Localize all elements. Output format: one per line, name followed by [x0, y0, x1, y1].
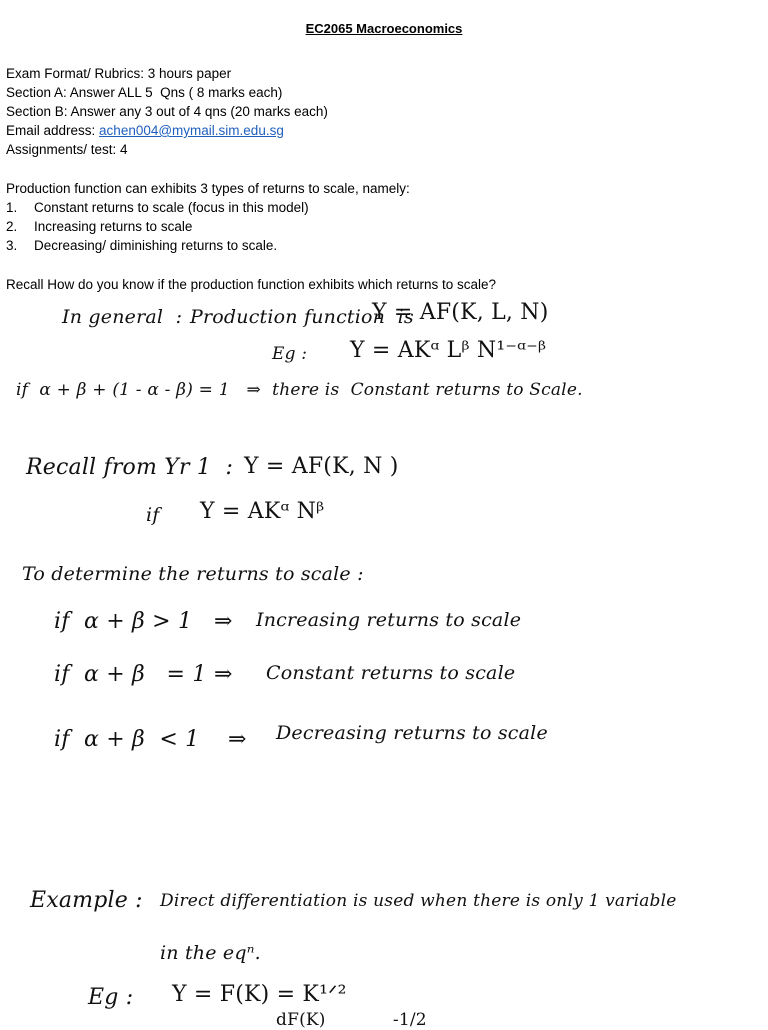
list-item: [6, 217, 410, 236]
returns-intro: Production function can exhibits 3 types of returns to scale, namely:: [6, 181, 410, 196]
hw-rule-arrow: ⇒: [214, 609, 233, 634]
exam-info: [6, 64, 328, 159]
hw-rule-result: Increasing returns to scale: [256, 609, 522, 631]
hw-eg1-label: Eg :: [272, 344, 308, 364]
email-link[interactable]: achen004@mymail.sim.edu.sg: [99, 123, 284, 138]
recall-question: Recall How do you know if the production function exhibits which returns to scale?: [6, 277, 497, 292]
list-number: 1.: [6, 200, 18, 215]
hw-rule-result: Constant returns to scale: [266, 662, 516, 684]
hw-eg2-label: Eg :: [88, 985, 134, 1010]
hw-condition-line: if α + β + (1 - α - β) = 1 ⇒ there is Constant returns to Scale.: [16, 380, 583, 400]
hw-eg1-eq: Y = AKᵅ Lᵝ N¹⁻ᵅ⁻ᵝ: [350, 338, 547, 363]
hw-example-text1: Direct differentiation is used when there is only 1 variable: [160, 891, 677, 911]
hw-general-label: In general :: [62, 306, 183, 328]
hw-eg2-partial: dF(K) -1/2: [276, 1010, 427, 1030]
list-text: Increasing returns to scale: [34, 219, 193, 234]
hw-rule-cond: if α + β < 1: [54, 727, 200, 752]
hw-recall-if: if: [146, 504, 160, 526]
list-text: Decreasing/ diminishing returns to scale.: [34, 238, 278, 253]
hw-general-text: Production function is: [190, 306, 414, 328]
hw-rule-cond: if α + β = 1: [54, 662, 207, 687]
hw-example-text2: in the eqⁿ.: [160, 942, 261, 964]
section-a-line: Section A: Answer ALL 5 Qns ( 8 marks each): [6, 85, 283, 100]
hw-rule-cond: if α + β > 1: [54, 609, 193, 634]
hw-general-eq: Y = AF(K, L, N): [372, 300, 549, 325]
list-item: [6, 236, 410, 255]
list-number: 2.: [6, 219, 18, 234]
email-label: Email address:: [6, 123, 100, 138]
hw-determine-label: To determine the returns to scale :: [22, 563, 364, 585]
exam-format-line: Exam Format/ Rubrics: 3 hours paper: [6, 66, 232, 81]
hw-rule-result: Decreasing returns to scale: [276, 722, 548, 744]
hw-example-label: Example :: [30, 888, 143, 913]
document-title: EC2065 Macroeconomics: [305, 21, 463, 36]
returns-section: [6, 179, 410, 255]
list-item: [6, 198, 410, 217]
list-text: Constant returns to scale (focus in this model): [34, 200, 309, 215]
hw-recall-label: Recall from Yr 1 :: [26, 455, 234, 480]
hw-eg2-eq: Y = F(K) = K¹ᐟ²: [172, 982, 347, 1007]
section-b-line: Section B: Answer any 3 out of 4 qns (20 marks each): [6, 104, 328, 119]
assignments-line: Assignments/ test: 4: [6, 142, 128, 157]
hw-recall-eq: Y = AF(K, N ): [244, 454, 399, 479]
hw-rule-arrow: ⇒: [214, 662, 233, 687]
hw-rule-arrow: ⇒: [228, 727, 247, 752]
list-number: 3.: [6, 238, 18, 253]
email-line: [6, 121, 328, 140]
hw-recall-if-eq: Y = AKᵅ Nᵝ: [200, 499, 325, 524]
